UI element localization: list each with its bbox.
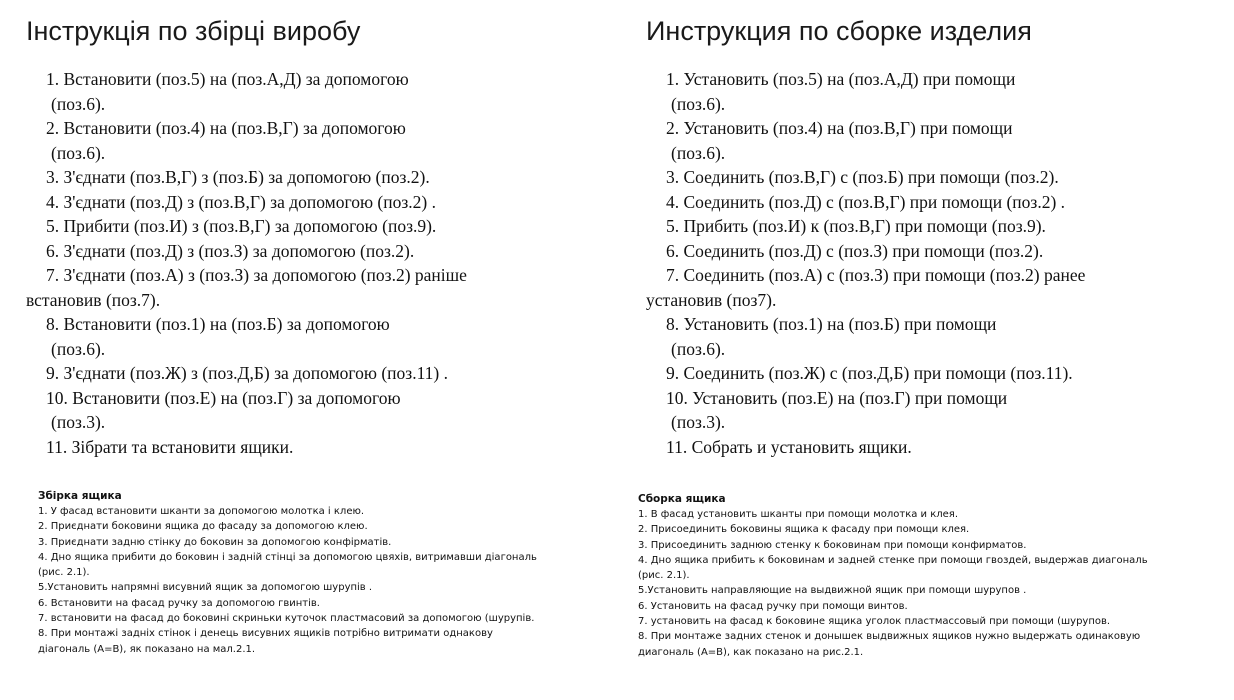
step-line: 3. З'єднати (поз.В,Г) з (поз.Б) за допомогою (поз.2). bbox=[46, 167, 430, 187]
step-line: 8. Установить (поз.1) на (поз.Б) при помощи bbox=[666, 314, 997, 334]
drawer-line: 4. Дно ящика прибить к боковинам и задней стенке при помощи гвоздей, выдержав диагональ bbox=[638, 554, 1148, 566]
step-line-cont: (поз.6). bbox=[671, 142, 726, 163]
step-item bbox=[666, 435, 1226, 460]
step-line: 7. Соединить (поз.А) с (поз.З) при помощи (поз.2) ранее bbox=[666, 265, 1086, 285]
step-line: 11. Собрать и установить ящики. bbox=[666, 436, 912, 457]
page-title-uk: Інструкція по збірці виробу bbox=[26, 16, 361, 46]
step-item bbox=[666, 116, 1226, 165]
step-line-cont: (поз.6). bbox=[51, 142, 106, 163]
drawer-line: 6. Встановити на фасад ручку за допомогою гвинтів. bbox=[38, 597, 320, 609]
drawer-line: диагональ (А=В), как показано на рис.2.1. bbox=[638, 646, 864, 658]
step-line-cont: (поз.6). bbox=[51, 338, 106, 359]
drawer-assembly-ru bbox=[638, 492, 1228, 660]
step-line: 4. Соединить (поз.Д) с (поз.В,Г) при помощи (поз.2) . bbox=[666, 191, 1066, 212]
step-line: 6. З'єднати (поз.Д) з (поз.З) за допомогою (поз.2). bbox=[46, 240, 415, 261]
step-item bbox=[46, 165, 606, 190]
step-line: 9. З'єднати (поз.Ж) з (поз.Д,Б) за допомогою (поз.11) . bbox=[46, 363, 449, 383]
step-item bbox=[46, 67, 606, 116]
drawer-line: 1. У фасад встановити шканти за допомогою молотка і клею. bbox=[38, 506, 365, 517]
step-item bbox=[46, 386, 606, 435]
step-item bbox=[666, 361, 1226, 386]
drawer-assembly-uk bbox=[38, 489, 628, 657]
step-item bbox=[46, 214, 606, 239]
step-line: 1. Установить (поз.5) на (поз.А,Д) при помощи bbox=[666, 69, 1016, 89]
step-item bbox=[666, 67, 1226, 116]
page-title-ru: Инструкция по сборке изделия bbox=[646, 16, 1032, 46]
step-item bbox=[46, 116, 606, 165]
drawer-line: 1. В фасад установить шканты при помощи молотка и клея. bbox=[638, 509, 959, 520]
step-line-cont: встановив (поз.7). bbox=[26, 289, 161, 310]
step-line-cont: (поз.3). bbox=[51, 412, 106, 432]
step-item bbox=[46, 361, 606, 386]
step-line-cont: (поз.6). bbox=[51, 93, 106, 114]
step-item bbox=[666, 214, 1226, 239]
step-line-cont: (поз.6). bbox=[671, 338, 726, 359]
step-item bbox=[46, 435, 606, 460]
step-item bbox=[666, 239, 1226, 264]
steps-list-ru bbox=[646, 67, 1226, 459]
step-line: 6. Соединить (поз.Д) с (поз.З) при помощи (поз.2). bbox=[666, 240, 1044, 261]
step-line: 10. Установить (поз.Е) на (поз.Г) при помощи bbox=[666, 387, 1008, 408]
step-line: 11. Зібрати та встановити ящики. bbox=[46, 436, 294, 457]
step-line: 5. Прибити (поз.И) з (поз.В,Г) за допомогою (поз.9). bbox=[46, 216, 437, 236]
step-line: 8. Встановити (поз.1) на (поз.Б) за допомогою bbox=[46, 314, 390, 334]
step-line: 9. Соединить (поз.Ж) с (поз.Д,Б) при помощи (поз.11). bbox=[666, 363, 1073, 383]
step-line: 10. Встановити (поз.Е) на (поз.Г) за допомогою bbox=[46, 387, 401, 408]
steps-list-uk bbox=[26, 67, 606, 459]
step-line: 2. Установить (поз.4) на (поз.В,Г) при помощи bbox=[666, 118, 1013, 138]
step-item bbox=[646, 263, 1226, 312]
drawer-line: 2. Присоединить боковины ящика к фасаду при помощи клея. bbox=[638, 524, 970, 536]
step-item bbox=[666, 190, 1226, 215]
drawer-assembly-title: Сборка ящика bbox=[638, 493, 726, 505]
drawer-line: діагональ (А=В), як показано на мал.2.1. bbox=[38, 643, 256, 655]
step-line-cont: установив (поз7). bbox=[646, 289, 777, 310]
ukrainian-instructions bbox=[26, 0, 626, 700]
step-item bbox=[26, 263, 606, 312]
drawer-line: 8. При монтажі задніх стінок і денець висувних ящиків потрібно витримати однакову bbox=[38, 628, 493, 640]
step-line: 1. Встановити (поз.5) на (поз.А,Д) за допомогою bbox=[46, 69, 409, 89]
drawer-assembly-title: Збірка ящика bbox=[38, 490, 122, 502]
drawer-line: 7. встановити на фасад до боковині скриньки куточок пластмасовий за допомогою (шурупів. bbox=[38, 613, 535, 625]
drawer-line: 4. Дно ящика прибити до боковин і задній стінці за допомогою цвяхів, витримавши діагональ bbox=[38, 551, 537, 563]
step-line-cont: (поз.6). bbox=[671, 93, 726, 114]
drawer-line: 2. Приєднати боковини ящика до фасаду за допомогою клею. bbox=[38, 521, 368, 533]
drawer-line: 7. установить на фасад к боковине ящика уголок пластмассовый при помощи (шурупов. bbox=[638, 616, 1111, 628]
step-line-cont: (поз.3). bbox=[671, 412, 726, 432]
step-line: 7. З'єднати (поз.А) з (поз.З) за допомогою (поз.2) раніше bbox=[46, 265, 467, 285]
step-item bbox=[666, 386, 1226, 435]
drawer-line: 8. При монтаже задних стенок и донышек выдвижных ящиков нужно выдержать одинаковую bbox=[638, 631, 1141, 643]
step-line: 4. З'єднати (поз.Д) з (поз.В,Г) за допомогою (поз.2) . bbox=[46, 191, 436, 212]
step-item bbox=[46, 190, 606, 215]
step-item bbox=[666, 312, 1226, 361]
step-item bbox=[666, 165, 1226, 190]
drawer-assembly-list bbox=[638, 507, 1228, 660]
russian-instructions bbox=[638, 0, 1234, 700]
drawer-line: (рис. 2.1). bbox=[638, 570, 690, 582]
step-item bbox=[46, 312, 606, 361]
drawer-line: 3. Приєднати задню стінку до боковин за допомогою конфірматів. bbox=[38, 536, 392, 548]
step-line: 2. Встановити (поз.4) на (поз.В,Г) за допомогою bbox=[46, 118, 406, 138]
step-line: 5. Прибить (поз.И) к (поз.В,Г) при помощи (поз.9). bbox=[666, 216, 1046, 236]
step-line: 3. Соединить (поз.В,Г) с (поз.Б) при помощи (поз.2). bbox=[666, 167, 1059, 187]
drawer-line: (рис. 2.1). bbox=[38, 567, 90, 579]
drawer-line: 6. Установить на фасад ручку при помощи винтов. bbox=[638, 600, 908, 612]
drawer-line: 5.Установить напрямні висувний ящик за допомогою шурупів . bbox=[38, 582, 373, 594]
step-item bbox=[46, 239, 606, 264]
drawer-line: 5.Установить направляющие на выдвижной ящик при помощи шурупов . bbox=[638, 585, 1027, 597]
drawer-line: 3. Присоединить заднюю стенку к боковинам при помощи конфирматов. bbox=[638, 539, 1027, 551]
drawer-assembly-list bbox=[38, 504, 628, 657]
